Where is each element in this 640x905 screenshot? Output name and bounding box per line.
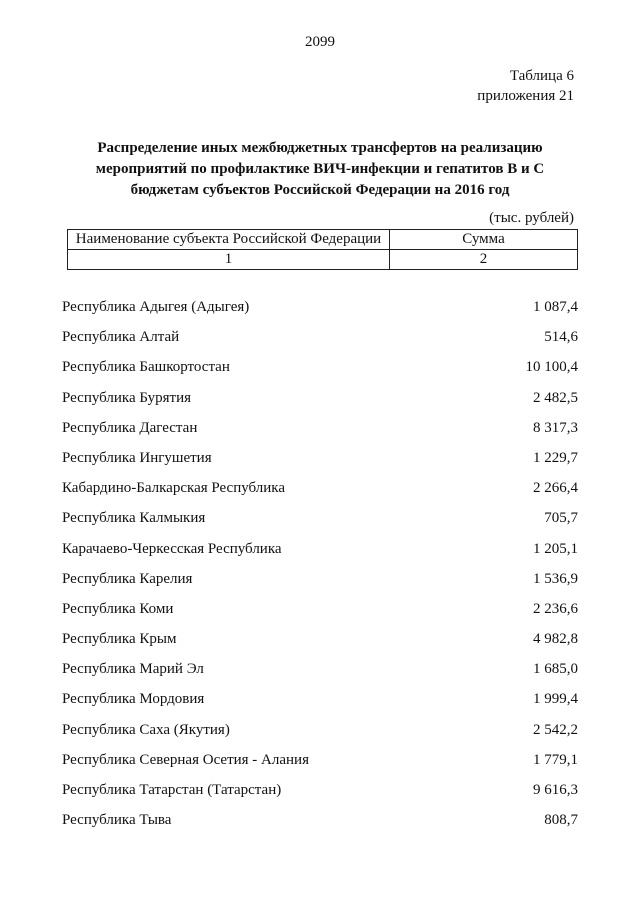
- table-number-row: [68, 250, 578, 270]
- table-row: [62, 778, 578, 808]
- region-amount: 2 542,2: [533, 721, 578, 738]
- region-amount: 514,6: [544, 329, 578, 346]
- column-number-2: 2: [390, 250, 578, 270]
- region-amount: 10 100,4: [525, 359, 578, 376]
- region-amount: 2 236,6: [533, 600, 578, 617]
- region-name: Республика Дагестан: [62, 419, 198, 436]
- table-row: [62, 718, 578, 748]
- page-number: 2099: [305, 34, 335, 50]
- region-name: Карачаево-Черкесская Республика: [62, 540, 282, 557]
- table-row: [62, 537, 578, 567]
- region-amount: 808,7: [544, 812, 578, 829]
- annex-appendix-label: приложения 21: [477, 88, 574, 104]
- region-amount: 1 087,4: [533, 299, 578, 315]
- table-row: [62, 386, 578, 416]
- column-header-sum: Сумма: [390, 230, 578, 250]
- region-amount: 1 536,9: [533, 570, 578, 587]
- region-amount: 9 616,3: [533, 782, 578, 798]
- table-header: [67, 229, 578, 270]
- region-name: Республика Марий Эл: [62, 661, 204, 678]
- region-name: Республика Мордовия: [62, 691, 205, 708]
- column-header-name: Наименование субъекта Российской Федерации: [68, 230, 390, 250]
- table-row: [62, 476, 578, 506]
- region-amount: 1 779,1: [533, 751, 578, 768]
- region-amount: 1 229,7: [533, 449, 578, 466]
- region-name: Республика Северная Осетия - Алания: [62, 751, 309, 768]
- region-name: Республика Башкортостан: [62, 359, 230, 376]
- table-row: [62, 567, 578, 597]
- region-amount: 2 266,4: [533, 480, 578, 497]
- table-row: [62, 657, 578, 687]
- region-name: Республика Адыгея (Адыгея): [62, 299, 250, 315]
- table-row: [62, 597, 578, 627]
- table-row: [62, 295, 578, 325]
- table-row: [62, 355, 578, 385]
- region-name: Республика Татарстан (Татарстан): [62, 782, 282, 798]
- region-name: Республика Крым: [62, 631, 177, 648]
- region-amount: 1 999,4: [533, 691, 578, 708]
- region-name: Республика Калмыкия: [62, 510, 206, 527]
- table-row: [62, 416, 578, 446]
- document-title: Распределение иных межбюджетных трансфертов на реализацию мероприятий по профилактике ВИЧ-инфекции и гепатитов В и С бюджетам субъектов Российской Федерации на 2016 год: [95, 140, 545, 198]
- region-amount: 705,7: [544, 510, 578, 527]
- region-name: Республика Ингушетия: [62, 449, 212, 466]
- region-name: Республика Карелия: [62, 570, 193, 587]
- column-number-1: 1: [68, 250, 390, 270]
- table-row: [62, 446, 578, 476]
- annex-table-label: Таблица 6: [509, 68, 574, 84]
- units-label: (тыс. рублей): [489, 210, 574, 226]
- region-name: Республика Коми: [62, 600, 174, 617]
- region-amount: 1 205,1: [533, 540, 578, 557]
- table-row: [62, 687, 578, 717]
- region-amount: 1 685,0: [533, 661, 578, 678]
- region-amount: 2 482,5: [533, 389, 578, 406]
- table-row: [62, 506, 578, 536]
- region-name: Республика Саха (Якутия): [62, 721, 230, 738]
- table-row: [62, 808, 578, 838]
- region-amount: 4 982,8: [533, 631, 578, 648]
- region-name: Республика Алтай: [62, 329, 180, 346]
- region-name: Республика Бурятия: [62, 389, 192, 406]
- table-row: [62, 325, 578, 355]
- table-row: [62, 748, 578, 778]
- table-header-row: [68, 230, 578, 250]
- region-name: Республика Тыва: [62, 812, 172, 829]
- region-amount: 8 317,3: [533, 419, 578, 436]
- table-body: [62, 295, 578, 838]
- region-name: Кабардино-Балкарская Республика: [62, 480, 286, 497]
- table-row: [62, 627, 578, 657]
